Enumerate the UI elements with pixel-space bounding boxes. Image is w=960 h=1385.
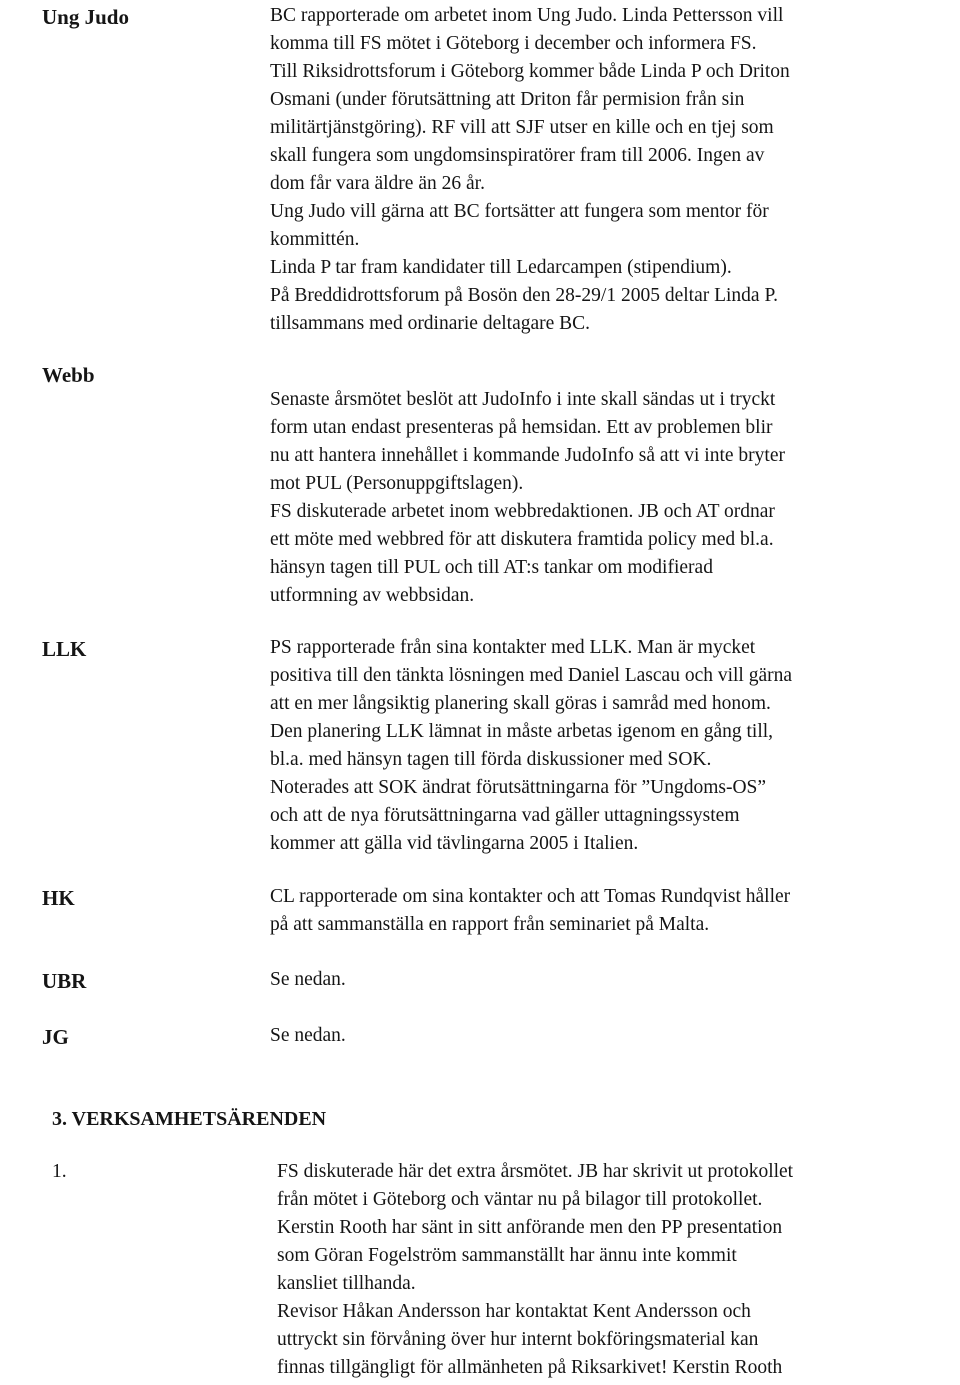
text-line: FS diskuterade här det extra årsmötet. JB har skrivit ut protokollet — [277, 1161, 794, 1182]
text-line: Noterades att SOK ändrat förutsättningarna för ”Ungdoms-OS” — [270, 777, 767, 798]
text-line: på att sammanställa en rapport från seminariet på Malta. — [270, 914, 710, 935]
text-line: uttryckt sin förvåning över hur internt bokföringsmaterial kan — [277, 1329, 759, 1350]
text-line: Ung Judo vill gärna att BC fortsätter att fungera som mentor för — [270, 201, 769, 222]
section-label-ung-judo: Ung Judo — [42, 5, 129, 29]
text-line: mot PUL (Personuppgiftslagen). — [270, 473, 524, 494]
text-line: skall fungera som ungdomsinspiratörer fram till 2006. Ingen av — [270, 145, 765, 166]
text-line: hänsyn tagen till PUL och till AT:s tankar om modifierad — [270, 557, 713, 578]
text-line: På Breddidrottsforum på Bosön den 28-29/1 2005 deltar Linda P. — [270, 285, 779, 306]
text-line: finnas tillgängligt för allmänheten på Riksarkivet! Kerstin Rooth — [277, 1357, 783, 1378]
text-line: bl.a. med hänsyn tagen till förda diskussioner med SOK. — [270, 749, 712, 770]
text-line: militärtjänstgöring). RF vill att SJF utser en kille och en tjej som — [270, 117, 774, 138]
text-line: positiva till den tänkta lösningen med Daniel Lascau och vill gärna — [270, 665, 793, 686]
section-text-ung-judo — [270, 2, 920, 338]
text-line: PS rapporterade från sina kontakter med LLK. Man är mycket — [270, 637, 756, 658]
text-line: CL rapporterade om sina kontakter och att Tomas Rundqvist håller — [270, 886, 791, 907]
section-label-hk: HK — [42, 886, 75, 910]
text-line: nu att hantera innehållet i kommande JudoInfo så att vi inte bryter — [270, 445, 785, 466]
text-line: att en mer långsiktig planering skall göras i samråd med honom. — [270, 693, 771, 714]
text-line: och att de nya förutsättningarna vad gäller uttagningssystem — [270, 805, 740, 826]
text-line: tillsammans med ordinarie deltagare BC. — [270, 313, 591, 334]
section-text-jg — [270, 1022, 920, 1050]
text-line: kommittén. — [270, 229, 360, 250]
section-label-llk: LLK — [42, 637, 87, 661]
section-label-jg: JG — [42, 1025, 69, 1049]
text-line: Osmani (under förutsättning att Driton får permision från sin — [270, 89, 745, 110]
item-text — [277, 1158, 927, 1382]
text-line: kansliet tillhanda. — [277, 1273, 416, 1294]
text-line: Linda P tar fram kandidater till Ledarcampen (stipendium). — [270, 257, 732, 278]
section-heading: 3. VERKSAMHETSÄRENDEN — [52, 1108, 327, 1130]
text-line: kommer att gälla vid tävlingarna 2005 i Italien. — [270, 833, 639, 854]
text-line: FS diskuterade arbetet inom webbredaktionen. JB och AT ordnar — [270, 501, 775, 522]
section-label-ubr: UBR — [42, 969, 87, 993]
text-line: BC rapporterade om arbetet inom Ung Judo. Linda Pettersson vill — [270, 5, 784, 26]
text-line: Den planering LLK lämnat in måste arbetas igenom en gång till, — [270, 721, 774, 742]
text-line: dom får vara äldre än 26 år. — [270, 173, 485, 194]
section-text-ubr — [270, 966, 920, 994]
section-label-webb: Webb — [42, 363, 95, 387]
text-line: form utan endast presenteras på hemsidan. Ett av problemen blir — [270, 417, 773, 438]
section-text-hk — [270, 883, 920, 939]
text-line: som Göran Fogelström sammanställt har ännu inte kommit — [277, 1245, 737, 1266]
text-line: ett möte med webbred för att diskutera framtida policy med bl.a. — [270, 529, 774, 550]
text-line: från mötet i Göteborg och väntar nu på bilagor till protokollet. — [277, 1189, 763, 1210]
text-line: Se nedan. — [270, 969, 346, 990]
item-number: 1. — [52, 1161, 67, 1182]
section-text-llk — [270, 634, 920, 858]
text-line: komma till FS mötet i Göteborg i december och informera FS. — [270, 33, 757, 54]
text-line: utformning av webbsidan. — [270, 585, 475, 606]
text-line: Se nedan. — [270, 1025, 346, 1046]
text-line: Revisor Håkan Andersson har kontaktat Kent Andersson och — [277, 1301, 751, 1322]
text-line: Senaste årsmötet beslöt att JudoInfo i inte skall sändas ut i tryckt — [270, 389, 776, 410]
section-text-webb — [270, 386, 920, 610]
text-line: Till Riksidrottsforum i Göteborg kommer både Linda P och Driton — [270, 61, 790, 82]
text-line: Kerstin Rooth har sänt in sitt anförande men den PP presentation — [277, 1217, 783, 1238]
